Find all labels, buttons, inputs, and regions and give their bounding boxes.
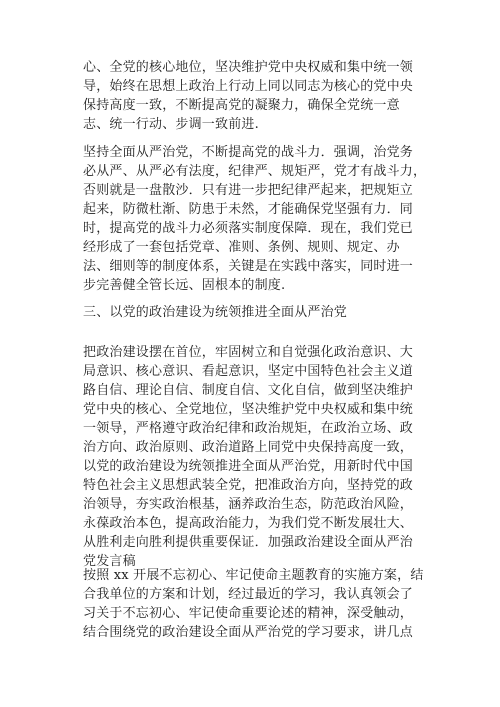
text-line: 局意识、核心意识、看起意识，坚定中国特色社会主义道: [83, 364, 414, 379]
text-line: 特色社会主义思想武装全党，把准政治方向，坚持党的政: [83, 478, 414, 493]
paragraph-2: [83, 143, 427, 295]
text-line: 合我单位的方案和计划，经过最近的学习，我认真领会了: [83, 587, 414, 602]
section-heading: [83, 303, 423, 322]
text-line: 心、全党的核心地位，坚决维护党中央权威和集中统一领: [83, 60, 414, 75]
text-line: 结合围绕党的政治建设全面从严治党的学习要求，讲几点: [83, 625, 414, 640]
text-line: 导，始终在思想上政治上行动上同以同志为核心的党中央: [83, 79, 414, 94]
text-line: 习关于不忘初心、牢记使命重要论述的精神，深受触动，: [83, 606, 414, 621]
text-line: 时，提高党的战斗力必须落实制度保障．现在，我们党已: [83, 221, 414, 236]
text-line: 永葆政治本色，提高政治能力，为我们党不断发展壮大、: [83, 516, 414, 531]
text-line: 以党的政治建设为统领推进全面从严治党，用新时代中国: [83, 459, 414, 474]
paragraph-3: [83, 343, 423, 571]
text-line: 治方向、政治原则、政治道路上同党中央保持高度一致，: [83, 440, 414, 455]
text-line: 路自信、理论自信、制度自信、文化自信，做到坚决维护: [83, 383, 414, 398]
text-line: 党发言稿: [83, 554, 136, 569]
text-line: 治领导，夯实政治根基，涵养政治生态，防范政治风险，: [83, 497, 414, 512]
heading-text: 三、以党的政治建设为统领推进全面从严治党: [83, 305, 348, 320]
text-line: 必从严、从严必有法度，纪律严、规矩严，党才有战斗力，: [83, 164, 427, 179]
text-line: 法、细则等的制度体系，关键是在实践中落实，同时进一: [83, 259, 414, 274]
text-line: 保持高度一致，不断提高党的凝聚力，确保全党统一意: [83, 98, 400, 113]
text-line: 经形成了一套包括党章、准则、条例、规则、规定、办: [83, 240, 400, 255]
text-line: 坚持全面从严治党，不断提高党的战斗力．强调，治党务: [83, 145, 414, 160]
text-line: 否则就是一盘散沙．只有进一步把纪律严起来，把规矩立: [83, 183, 414, 198]
text-line: 按照 xx 开展不忘初心、牢记使命主题教育的实施方案，结: [83, 568, 424, 583]
text-line: 步完善健全管长远、固根本的制度.: [83, 278, 286, 293]
paragraph-4: [83, 566, 423, 642]
text-line: 从胜利走向胜利提供重要保证．加强政治建设全面从严治: [83, 535, 414, 550]
paragraph-1: [83, 58, 423, 134]
text-line: 起来，防微杜渐、防患于未然，才能确保党坚强有力．同: [83, 202, 414, 217]
text-line: 志、统一行动、步调一致前进.: [83, 117, 259, 132]
text-line: 党中央的核心、全党地位，坚决维护党中央权威和集中统: [83, 402, 414, 417]
text-line: 把政治建设摆在首位，牢固树立和自觉强化政治意识、大: [83, 345, 414, 360]
text-line: 一领导，严格遵守政治纪律和政治规矩，在政治立场、政: [83, 421, 414, 436]
